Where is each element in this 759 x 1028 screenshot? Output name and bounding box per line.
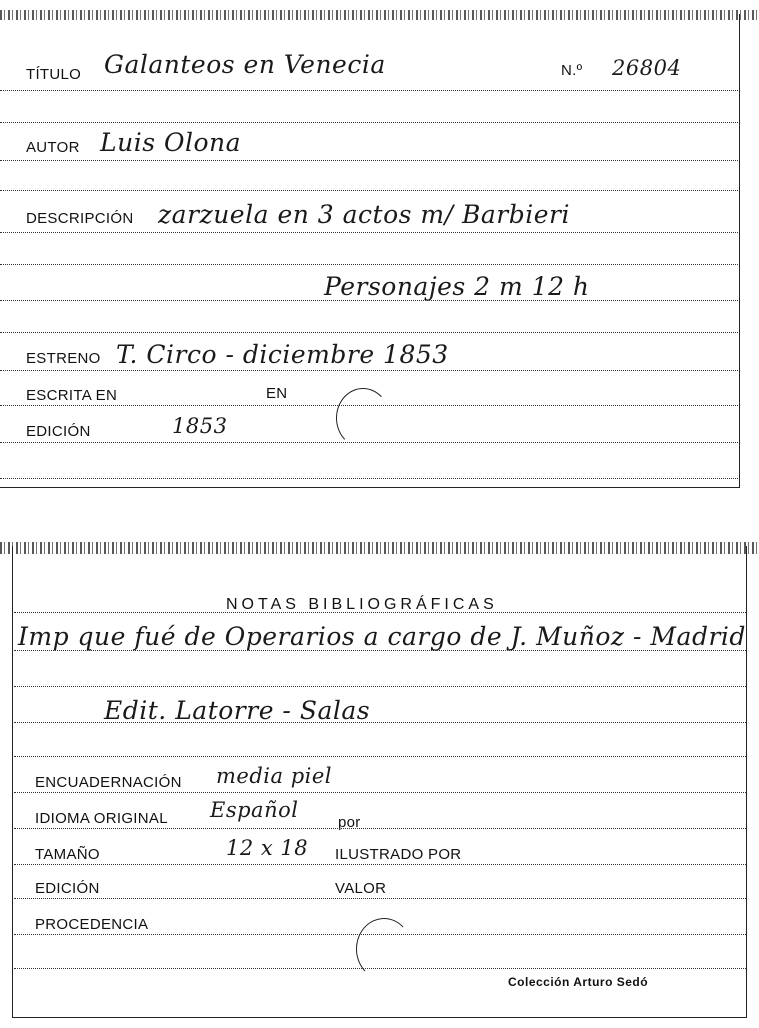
tamano-value: 12 x 18 <box>226 836 309 860</box>
ilustrado-label: ILUSTRADO POR <box>335 846 462 863</box>
rule-b8 <box>14 864 746 865</box>
rule-b6 <box>14 792 746 793</box>
rule-b2 <box>14 650 746 651</box>
rule-8 <box>0 332 738 333</box>
punch-hole-back <box>356 918 412 980</box>
rule-b3 <box>14 686 746 687</box>
edicion-label-back: EDICIÓN <box>35 880 100 897</box>
idioma-label: IDIOMA ORIGINAL <box>35 810 168 827</box>
punch-hole-front <box>336 388 390 448</box>
numero-value: 26804 <box>612 56 682 80</box>
titulo-value: Galanteos en Venecia <box>104 50 386 79</box>
escrita-label: ESCRITA EN <box>26 387 118 404</box>
rule-5 <box>0 232 738 233</box>
edicion-label-front: EDICIÓN <box>26 423 91 440</box>
rule-1 <box>0 90 738 91</box>
edicion-value-front: 1853 <box>172 414 228 438</box>
rule-3 <box>0 160 738 161</box>
nota-line-2: Edit. Latorre - Salas <box>104 696 371 725</box>
rule-7 <box>0 300 738 301</box>
encuadernacion-value: media piel <box>216 764 332 788</box>
rule-6 <box>0 264 738 265</box>
autor-label: AUTOR <box>26 139 80 156</box>
rule-2 <box>0 122 738 123</box>
tamano-label: TAMAÑO <box>35 846 100 863</box>
rule-12 <box>0 478 738 479</box>
numero-label: N.º <box>561 62 583 79</box>
rule-b11 <box>14 968 746 969</box>
rule-b4 <box>14 722 746 723</box>
nota-line-1: Imp que fué de Operarios a cargo de J. Muñoz - Madrid <box>18 622 746 651</box>
rule-9 <box>0 370 738 371</box>
procedencia-label: PROCEDENCIA <box>35 916 149 933</box>
descripcion-value: zarzuela en 3 actos m/ Barbieri <box>158 200 570 229</box>
rule-b9 <box>14 898 746 899</box>
encuadernacion-label: ENCUADERNACIÓN <box>35 774 182 791</box>
rule-b7 <box>14 828 746 829</box>
estreno-label: ESTRENO <box>26 350 101 367</box>
estreno-value: T. Circo - diciembre 1853 <box>116 340 449 369</box>
titulo-label: TÍTULO <box>26 66 82 83</box>
idioma-value: Español <box>210 798 299 822</box>
rule-4 <box>0 190 738 191</box>
personajes-value: Personajes 2 m 12 h <box>324 272 590 301</box>
autor-value: Luis Olona <box>100 128 242 157</box>
notas-heading: NOTAS BIBLIOGRÁFICAS <box>226 596 498 613</box>
descripcion-label: DESCRIPCIÓN <box>26 210 134 227</box>
collection-credit: Colección Arturo Sedó <box>508 975 649 989</box>
en-label: EN <box>266 385 288 402</box>
por-label: por <box>338 814 361 831</box>
valor-label: VALOR <box>335 880 387 897</box>
rule-b1 <box>14 612 746 613</box>
rule-11 <box>0 442 738 443</box>
rule-b5 <box>14 756 746 757</box>
